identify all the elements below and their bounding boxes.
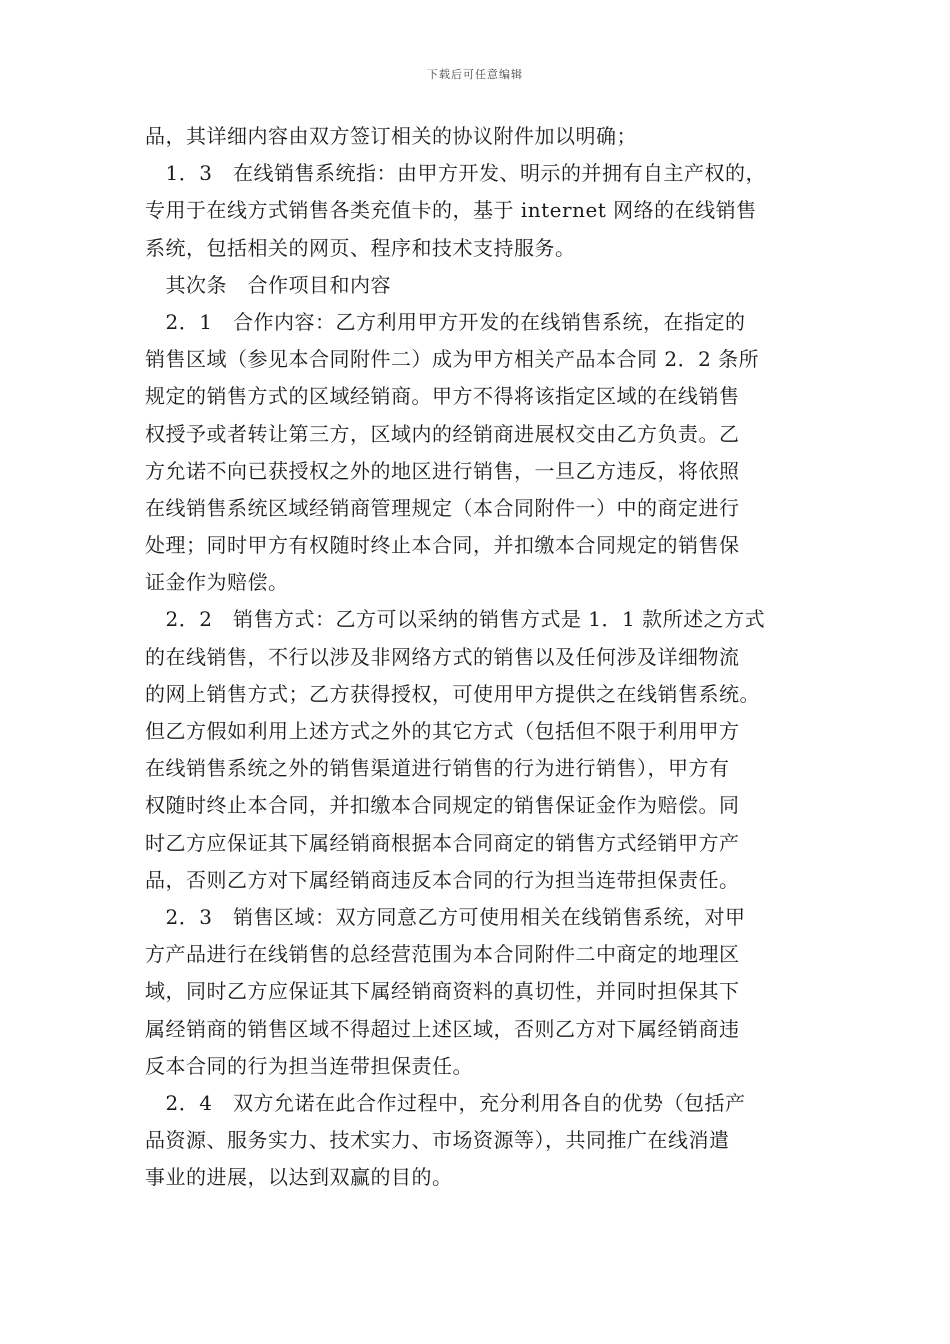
- text-line: 2．2 销售方式：乙方可以采纳的销售方式是 1．1 款所述之方式: [145, 607, 766, 632]
- text-line: 系统，包括相关的网页、程序和技术支持服务。: [145, 235, 576, 260]
- text-line: 品，否则乙方对下属经销商违反本合同的行为担当连带担保责任。: [145, 867, 740, 892]
- text-line: 的网上销售方式；乙方获得授权，可使用甲方提供之在线销售系统。: [145, 681, 760, 706]
- text-line: 反本合同的行为担当连带担保责任。: [145, 1053, 473, 1078]
- text-line: 品，其详细内容由双方签订相关的协议附件加以明确；: [145, 124, 637, 148]
- text-line: 方允诺不向已获授权之外的地区进行销售，一旦乙方违反，将依照: [145, 458, 740, 483]
- text-line: 证金作为赔偿。: [145, 570, 289, 595]
- text-line: 规定的销售方式的区域经销商。甲方不得将该指定区域的在线销售: [145, 384, 740, 409]
- text-line: 1．3 在线销售系统指：由甲方开发、明示的并拥有自主产权的，: [145, 161, 766, 186]
- text-line: 的在线销售，不行以涉及非网络方式的销售以及任何涉及详细物流: [145, 644, 740, 669]
- document-body: [145, 118, 835, 1196]
- text-line: 时乙方应保证其下属经销商根据本合同商定的销售方式经销甲方产: [145, 830, 740, 855]
- page-header: 下载后可任意编辑: [427, 68, 523, 81]
- text-line: 属经销商的销售区域不得超过上述区域，否则乙方对下属经销商违: [145, 1016, 740, 1041]
- text-line: 权随时终止本合同，并扣缴本合同规定的销售保证金作为赔偿。同: [145, 793, 740, 818]
- text-line: 事业的进展，以达到双赢的目的。: [145, 1165, 453, 1190]
- text-line: 品资源、服务实力、技术实力、市场资源等），共同推广在线消遣: [145, 1128, 730, 1153]
- text-line: 2．1 合作内容：乙方利用甲方开发的在线销售系统，在指定的: [145, 309, 746, 334]
- text-line: 专用于在线方式销售各类充值卡的，基于 internet 网络的在线销售: [145, 198, 757, 223]
- text-line: 域，同时乙方应保证其下属经销商资料的真切性，并同时担保其下: [145, 979, 740, 1004]
- text-line: 2．3 销售区域：双方同意乙方可使用相关在线销售系统，对甲: [145, 904, 746, 929]
- text-line: 在线销售系统之外的销售渠道进行销售的行为进行销售），甲方有: [145, 756, 730, 781]
- text-line: 销售区域（参见本合同附件二）成为甲方相关产品本合同 2．2 条所: [145, 347, 760, 372]
- text-line: 在线销售系统区域经销商管理规定（本合同附件一）中的商定进行: [145, 495, 740, 520]
- section-heading: 其次条 合作项目和内容: [145, 272, 391, 297]
- text-line: 权授予或者转让第三方，区域内的经销商进展权交由乙方负责。乙: [145, 421, 740, 446]
- text-line: 处理；同时甲方有权随时终止本合同，并扣缴本合同规定的销售保: [145, 533, 740, 558]
- text-line: 2．4 双方允诺在此合作过程中，充分利用各自的优势（包括产: [145, 1090, 746, 1115]
- text-line: 但乙方假如利用上述方式之外的其它方式（包括但不限于利用甲方: [145, 719, 740, 743]
- text-line: 方产品进行在线销售的总经营范围为本合同附件二中商定的地理区: [145, 942, 740, 967]
